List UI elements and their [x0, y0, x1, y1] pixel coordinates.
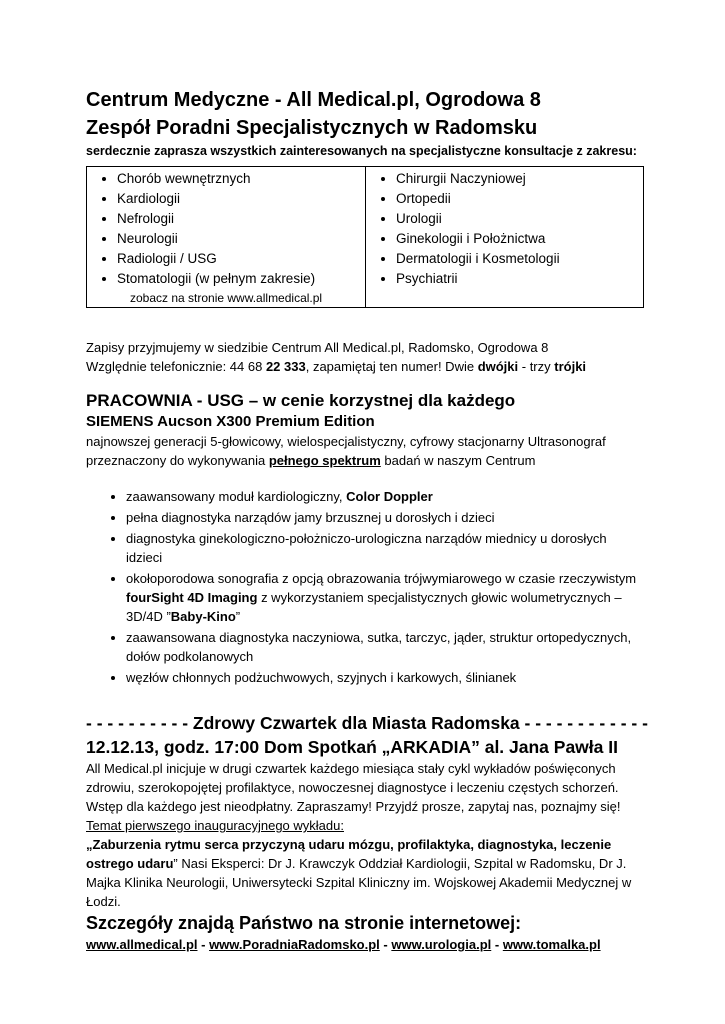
usg-features-list	[86, 487, 646, 687]
list-item: • Psychiatrii	[396, 269, 637, 289]
list-item: • Ortopedii	[396, 189, 637, 209]
list-item: • Dermatologii i Kosmetologii	[396, 249, 637, 269]
event-body: All Medical.pl inicjuje w drugi czwartek każdego miesiąca stały cykl wykładów poświęconych zdrowiu, szerokopojętej profilaktyce, nowoczesnej diagnostyce i leczeniu częstych schorzeń. Wstęp dla każdego jest nieodpłatny. Zapraszamy! Przyjdź prosze, zapytaj nas, poznajmy się!	[86, 761, 621, 814]
usg-description: najnowszej generacji 5-głowicowy, wielospecjalistyczny, cyfrowy stacjonarny Ultrasonograf przeznaczony do wykonywania pełnego spektrum badań w naszym Centrum	[86, 434, 606, 468]
list-item: • zaawansowany moduł kardiologiczny, Color Doppler	[126, 487, 646, 506]
list-item: • węzłów chłonnych podżuchwowych, szyjnych i karkowych, ślinianek	[126, 668, 646, 687]
document-page	[86, 86, 646, 954]
usg-heading: PRACOWNIA - USG – w cenie korzystnej dla każdego	[86, 391, 516, 410]
list-item: • zaawansowana diagnostyka naczyniowa, sutka, tarczyc, jąder, struktur ortopedycznych, dołów podkolanowych	[126, 628, 646, 666]
list-item: • pełna diagnostyka narządów jamy brzusznej u dorosłych i dzieci	[126, 508, 646, 527]
contact-line-2: Względnie telefonicznie: 44 68 22 333, zapamiętaj ten numer! Dwie dwójki - trzy trójki	[86, 359, 587, 374]
link-allmedical[interactable]: www.allmedical.pl	[86, 937, 198, 952]
event-date: 12.12.13, godz. 17:00 Dom Spotkań „ARKADIA” al. Jana Pawła II	[86, 737, 618, 757]
specialties-left-column	[87, 167, 366, 308]
website-note: zobacz na stronie www.allmedical.pl	[130, 291, 323, 305]
list-item: • Ginekologii i Położnictwa	[396, 229, 637, 249]
invitation-text: serdecznie zaprasza wszystkich zainteresowanych na specjalistyczne konsultacje z zakresu:	[86, 144, 637, 158]
list-item: • diagnostyka ginekologiczno-położniczo-urologiczna narządów miednicy u dorosłych idzieci	[126, 529, 646, 567]
event-heading: - - - - - - - - - - Zdrowy Czwartek dla Miasta Radomska - - - - - - - - - - - -	[86, 713, 648, 733]
list-item: • Chorób wewnętrznych	[117, 169, 359, 189]
usg-model: SIEMENS Aucson X300 Premium Edition	[86, 413, 375, 430]
list-item: • Radiologii / USG	[117, 249, 359, 269]
specialties-right-column	[366, 167, 644, 308]
page-title-line1: Centrum Medyczne - All Medical.pl, Ogrodowa 8	[86, 89, 541, 111]
list-item: • Stomatologii (w pełnym zakresie)	[117, 269, 359, 289]
page-title-line2: Zespół Poradni Specjalistycznych w Radomsku	[86, 117, 538, 139]
website-links: www.allmedical.pl - www.PoradniaRadomsko.pl - www.urologia.pl - www.tomalka.pl	[86, 937, 601, 952]
link-urologia[interactable]: www.urologia.pl	[391, 937, 492, 952]
link-tomalka[interactable]: www.tomalka.pl	[502, 937, 601, 952]
lecture-topic-label: Temat pierwszego inauguracyjnego wykładu:	[86, 818, 344, 833]
lecture-topic: „Zaburzenia rytmu serca przyczyną udaru mózgu, profilaktyka, diagnostyka, leczenie ostrego udaru” Nasi Eksperci: Dr J. Krawczyk Oddział Kardiologii, Szpital w Radomsku, Dr J. Majka Klinika Neurologii, Uniwersytecki Szpital Kliniczny im. Wojskowej Akademii Medycznej w Łodzi.	[86, 837, 632, 909]
list-item: • Nefrologii	[117, 209, 359, 229]
contact-line-1: Zapisy przyjmujemy w siedzibie Centrum All Medical.pl, Radomsko, Ogrodowa 8	[86, 340, 549, 355]
list-item: • Urologii	[396, 209, 637, 229]
footer-heading: Szczegóły znajdą Państwo na stronie internetowej:	[86, 913, 522, 933]
list-item: • Neurologii	[117, 229, 359, 249]
list-item: • Kardiologii	[117, 189, 359, 209]
link-poradnia-radomsko[interactable]: www.PoradniaRadomsko.pl	[209, 937, 380, 952]
list-item: • Chirurgii Naczyniowej	[396, 169, 637, 189]
specialties-table	[86, 166, 644, 308]
list-item: • okołoporodowa sonografia z opcją obrazowania trójwymiarowego w czasie rzeczywistym fourSight 4D Imaging z wykorzystaniem specjalistycznych głowic wolumetrycznych – 3D/4D ”Baby-Kino”	[126, 569, 646, 626]
